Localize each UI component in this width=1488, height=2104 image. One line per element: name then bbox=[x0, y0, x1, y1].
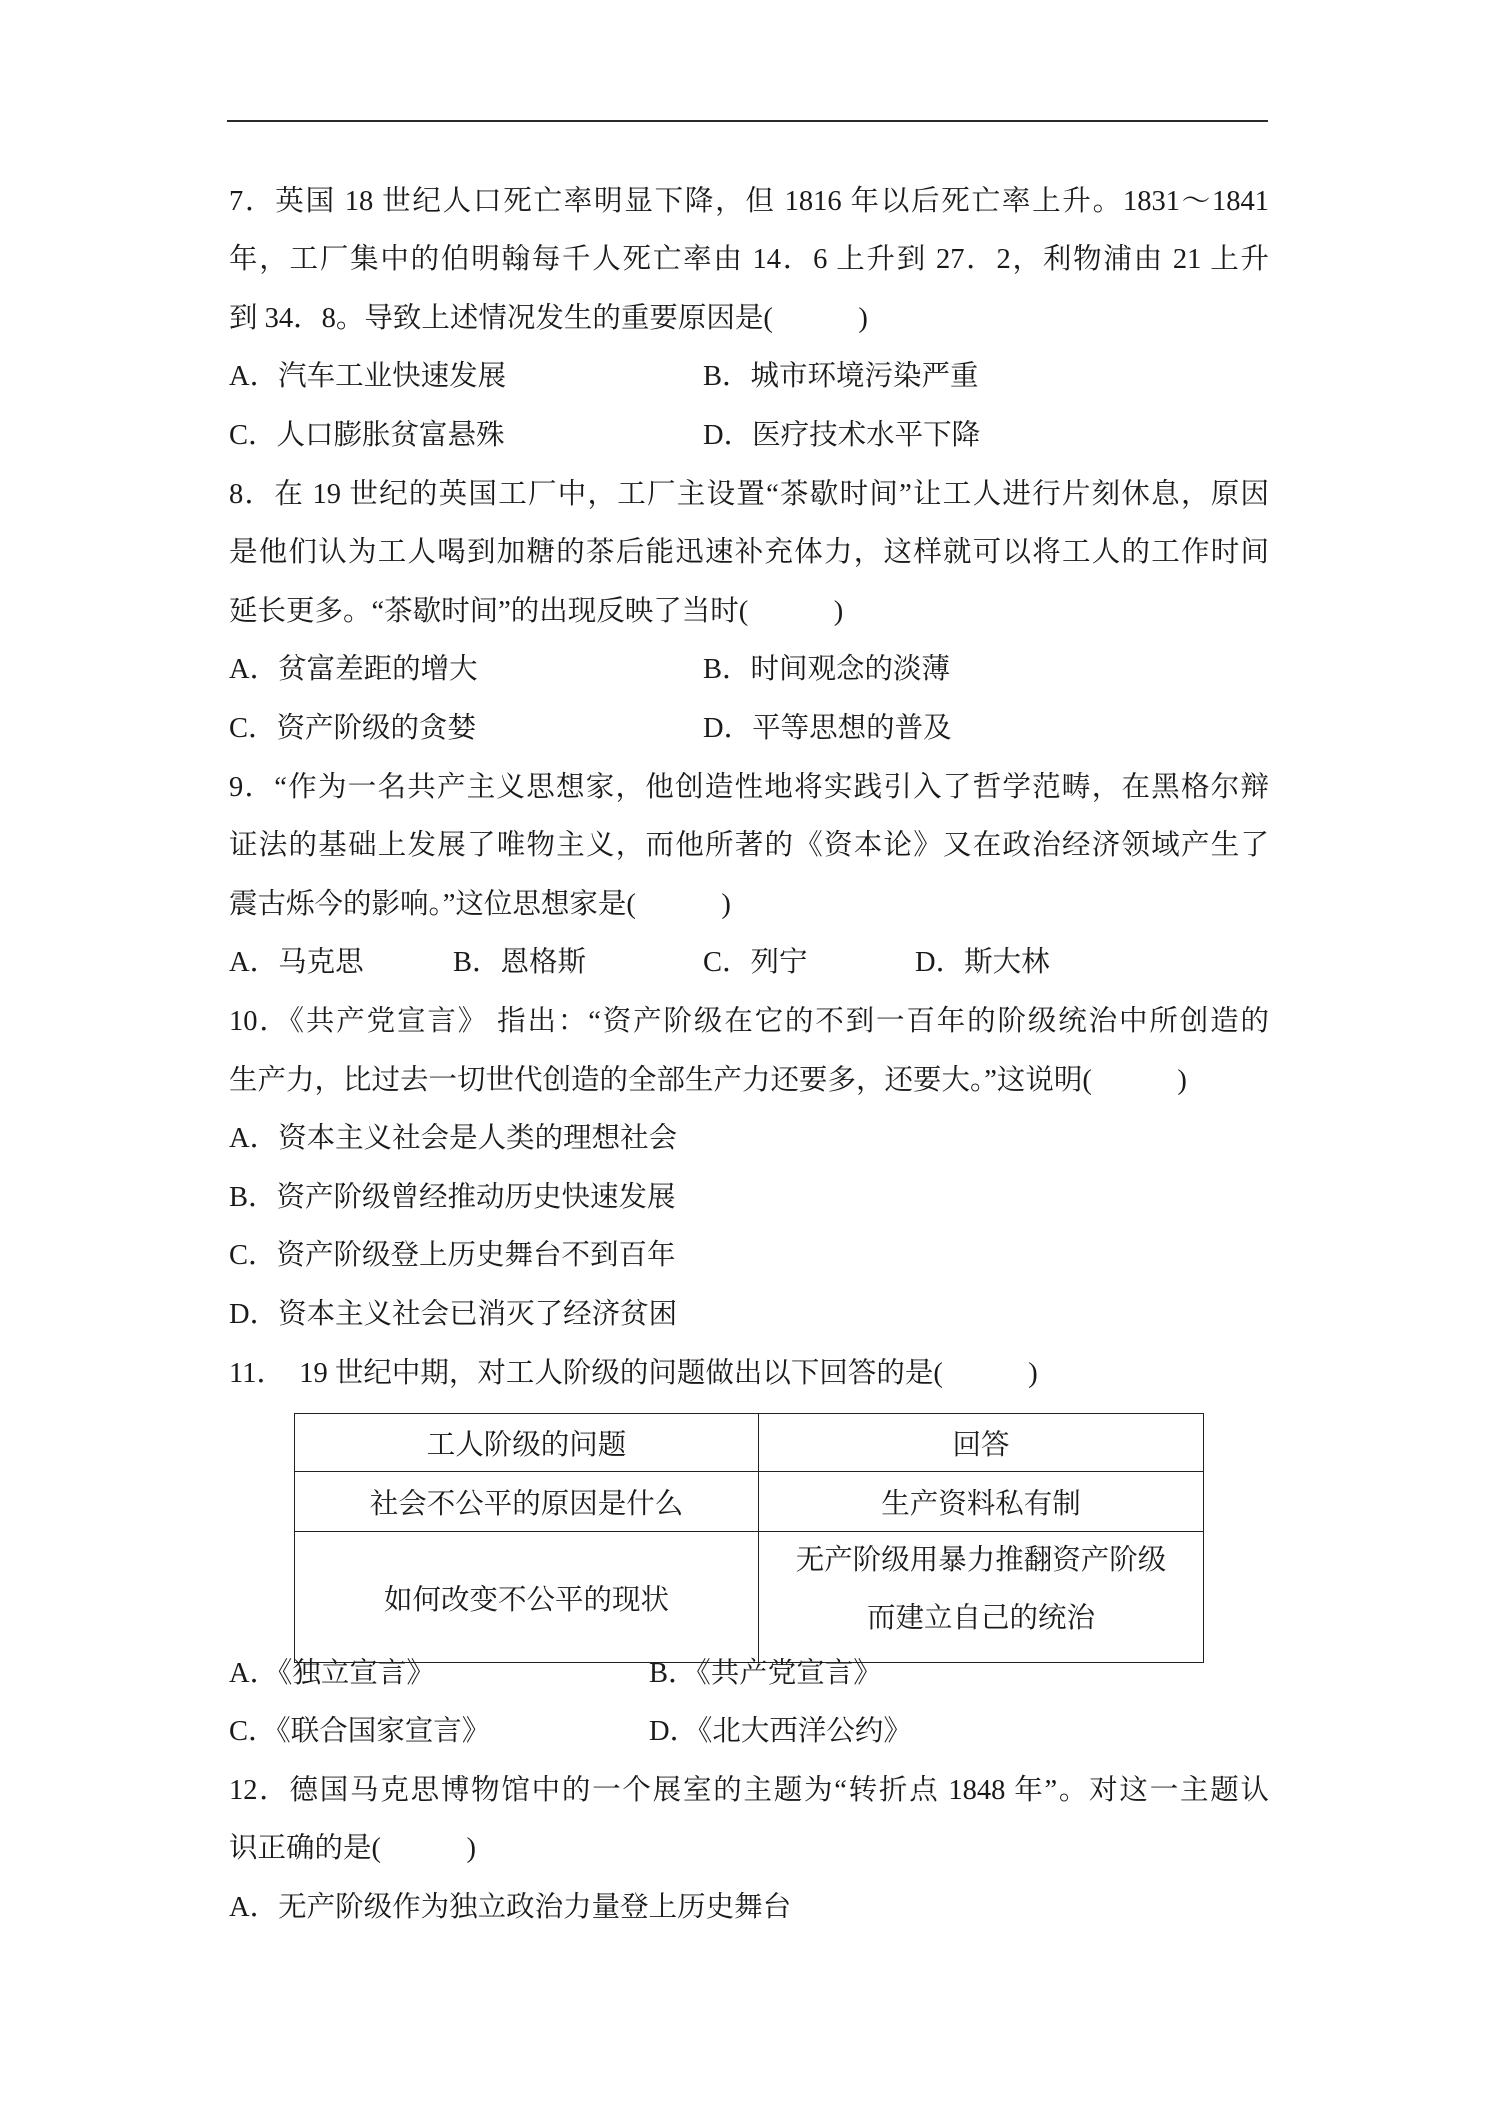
question-text-line: 识正确的是( ) bbox=[229, 1833, 476, 1865]
answer-option-a: A．汽车工业快速发展 bbox=[229, 361, 507, 393]
question-text-line: 证法的基础上发展了唯物主义，而他所著的《资本论》又在政治经济领域产生了 bbox=[229, 830, 1269, 862]
question-text-line: 生产力，比过去一切世代创造的全部生产力还要多，还要大。”这说明( ) bbox=[229, 1064, 1187, 1096]
question-text-line: 年，工厂集中的伯明翰每千人死亡率由 14．6 上升到 27．2，利物浦由 21 上升 bbox=[229, 244, 1269, 276]
answer-option-a: A．无产阶级作为独立政治力量登上历史舞台 bbox=[229, 1891, 792, 1923]
question-12 bbox=[229, 1762, 1269, 1938]
table-cell-answer bbox=[759, 1532, 1204, 1663]
option-row bbox=[229, 934, 1269, 993]
table-cell-answer-line: 而建立自己的统治 bbox=[866, 1603, 1095, 1635]
option-row bbox=[229, 407, 1269, 466]
table-cell-answer-line: 无产阶级用暴力推翻资产阶级 bbox=[795, 1545, 1167, 1577]
answer-option-a: A．贫富差距的增大 bbox=[229, 654, 478, 686]
answer-option-d: D．斯大林 bbox=[915, 947, 1050, 979]
answer-option-a: A．资本主义社会是人类的理想社会 bbox=[229, 1123, 678, 1155]
answer-option-d: D．资本主义社会已消灭了经济贫困 bbox=[229, 1298, 678, 1330]
option-row bbox=[229, 700, 1269, 759]
question-text-line: 11． 19 世纪中期，对工人阶级的问题做出以下回答的是( ) bbox=[229, 1357, 1038, 1389]
question-text-line: 10．《共产党宣言》 指出：“资产阶级在它的不到一百年的阶级统治中所创造的 bbox=[229, 1006, 1269, 1037]
question-text-line: 8．在 19 世纪的英国工厂中，工厂主设置“茶歇时间”让工人进行片刻休息，原因 bbox=[229, 478, 1269, 510]
answer-option-c: C．人口膨胀贫富悬殊 bbox=[229, 420, 505, 452]
answer-option-b: B．城市环境污染严重 bbox=[703, 361, 979, 393]
table-row bbox=[295, 1472, 1204, 1532]
option-row bbox=[229, 1645, 1269, 1704]
response-table bbox=[294, 1413, 1204, 1663]
question-text-line: 9．“作为一名共产主义思想家，他创造性地将实践引入了哲学范畴，在黑格尔辩 bbox=[229, 771, 1269, 803]
answer-option-d: D．平等思想的普及 bbox=[703, 713, 952, 745]
answer-option-c: C．资产阶级登上历史舞台不到百年 bbox=[229, 1240, 676, 1272]
answer-option-d: D．医疗技术水平下降 bbox=[703, 420, 981, 452]
answer-option-b: B．时间观念的淡薄 bbox=[703, 654, 951, 686]
answer-option-b: B．《共产党宣言》 bbox=[649, 1657, 882, 1689]
answer-option-b: B．恩格斯 bbox=[453, 947, 587, 979]
option-row bbox=[229, 348, 1269, 407]
question-text-line: 震古烁今的影响。”这位思想家是( ) bbox=[229, 888, 731, 920]
table-header-row bbox=[295, 1414, 1204, 1472]
answer-option-d: D．《北大西洋公约》 bbox=[649, 1716, 912, 1748]
question-7 bbox=[229, 173, 1269, 466]
question-text-line: 12．德国马克思博物馆中的一个展室的主题为“转折点 1848 年”。对这一主题认 bbox=[229, 1774, 1269, 1806]
question-10 bbox=[229, 993, 1269, 1345]
table-cell-question: 如何改变不公平的现状 bbox=[295, 1532, 759, 1663]
question-8 bbox=[229, 466, 1269, 759]
table-header-cell: 工人阶级的问题 bbox=[295, 1414, 759, 1472]
table-cell-question: 社会不公平的原因是什么 bbox=[295, 1472, 759, 1532]
answer-option-b: B．资产阶级曾经推动历史快速发展 bbox=[229, 1181, 676, 1213]
question-11 bbox=[229, 1345, 1269, 1762]
question-text-line: 7．英国 18 世纪人口死亡率明显下降，但 1816 年以后死亡率上升。1831～1841 bbox=[229, 185, 1269, 217]
header-rule bbox=[227, 120, 1268, 122]
question-9 bbox=[229, 759, 1269, 993]
option-row bbox=[229, 641, 1269, 700]
answer-option-a: A．《独立宣言》 bbox=[229, 1657, 435, 1689]
table-header-cell: 回答 bbox=[759, 1414, 1204, 1472]
answer-option-c: C．列宁 bbox=[703, 947, 808, 979]
table-cell-answer: 生产资料私有制 bbox=[759, 1472, 1204, 1532]
question-text-line: 是他们认为工人喝到加糖的茶后能迅速补充体力，这样就可以将工人的工作时间 bbox=[229, 537, 1269, 569]
answer-option-a: A．马克思 bbox=[229, 947, 364, 979]
question-text-line: 延长更多。“茶歇时间”的出现反映了当时( ) bbox=[229, 595, 844, 627]
question-list bbox=[229, 173, 1269, 1938]
option-row bbox=[229, 1703, 1269, 1762]
answer-option-c: C．《联合国家宣言》 bbox=[229, 1716, 491, 1748]
response-table-wrapper bbox=[229, 1403, 1269, 1644]
table-row bbox=[295, 1532, 1204, 1663]
question-text-line: 到 34．8。导致上述情况发生的重要原因是( ) bbox=[229, 302, 868, 334]
answer-option-c: C．资产阶级的贪婪 bbox=[229, 713, 477, 745]
